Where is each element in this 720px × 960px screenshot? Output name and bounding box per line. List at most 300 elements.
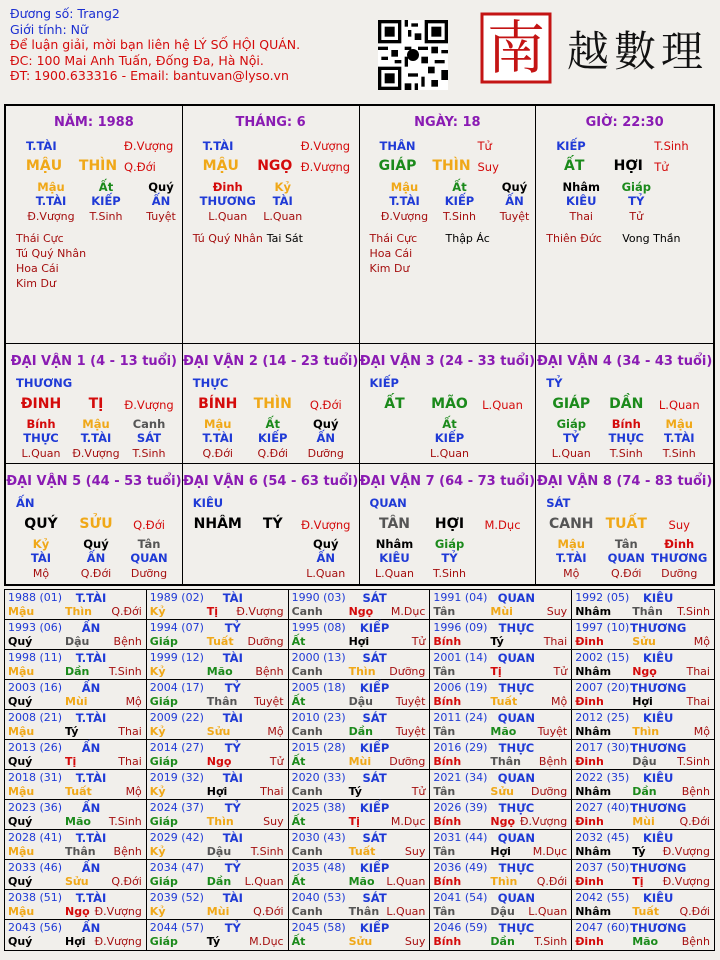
pillar-title: NĂM: 1988 xyxy=(53,115,134,130)
svg-text:越: 越 xyxy=(566,27,610,76)
dai-van-star: KIẾP xyxy=(369,376,399,390)
pillar-star: T.TÀI xyxy=(202,139,234,153)
year-cell[interactable] xyxy=(572,590,714,619)
year-state: Thai xyxy=(118,725,142,738)
year-star: THỰC xyxy=(498,921,535,935)
year-state: Q.Đới xyxy=(536,875,568,888)
year-cell[interactable] xyxy=(289,830,431,859)
year-cell[interactable] xyxy=(572,830,714,859)
year-star: THƯƠNG xyxy=(630,921,687,935)
year-state: Tử xyxy=(411,635,426,648)
year-label: 1989 (02) xyxy=(149,591,204,604)
year-cell[interactable] xyxy=(572,890,714,919)
shensha-left: Tú Quý Nhân xyxy=(192,232,263,245)
year-label: 1993 (06) xyxy=(8,621,63,634)
shensha-left: Hoa Cái xyxy=(16,262,59,275)
dai-van-state: Q.Đới xyxy=(133,518,165,532)
dai-van-title: ĐẠI VẬN 3 (24 - 33 tuổi) xyxy=(359,354,536,369)
dai-van-state: Đ.Vượng xyxy=(124,398,174,412)
year-label: 1992 (05) xyxy=(575,591,630,604)
year-cell[interactable] xyxy=(430,860,572,889)
hidden-state: L.Quan xyxy=(375,567,414,580)
year-chi: Ngọ xyxy=(206,755,232,768)
hidden-can: Ất xyxy=(265,417,280,431)
hidden-star: TỶ xyxy=(628,194,645,208)
year-label: 2000 (13) xyxy=(291,651,346,664)
year-state: Dưỡng xyxy=(389,755,426,768)
year-chi: Ngọ xyxy=(65,905,90,918)
dai-van-cell xyxy=(360,464,537,584)
year-state: T.Sinh xyxy=(677,605,710,618)
year-state: Mộ xyxy=(267,725,284,738)
year-state: L.Quan xyxy=(386,875,426,888)
year-star: QUAN xyxy=(497,891,536,905)
year-state: Dưỡng xyxy=(531,785,568,798)
pillar-cell xyxy=(183,106,360,344)
svg-text:理: 理 xyxy=(660,27,704,76)
dai-van-can: BÍNH xyxy=(198,396,238,412)
year-can: Kỷ xyxy=(149,845,166,858)
year-can: Mậu xyxy=(8,725,35,738)
year-can: Giáp xyxy=(149,815,178,828)
year-row xyxy=(5,650,714,680)
shensha-left: Kim Dư xyxy=(16,277,56,290)
year-label: 1995 (08) xyxy=(291,621,346,634)
year-row xyxy=(5,620,714,650)
hidden-star: TỶ xyxy=(441,551,458,565)
year-chi: Tý xyxy=(206,935,221,948)
dai-van-star: SÁT xyxy=(546,496,571,510)
year-grid xyxy=(4,589,715,951)
year-state: L.Quan xyxy=(528,905,568,918)
year-cell[interactable] xyxy=(289,740,431,769)
year-can: Giáp xyxy=(149,635,178,648)
hidden-can: Bính xyxy=(611,417,641,431)
shensha-left: Thiên Đức xyxy=(546,232,602,245)
year-chi: Ngọ xyxy=(348,605,374,618)
hidden-star: T.TÀI xyxy=(80,431,112,445)
pillar-star: KIẾP xyxy=(556,139,586,153)
year-star: THƯƠNG xyxy=(630,861,687,875)
year-chi: Mão xyxy=(348,875,375,888)
year-cell[interactable] xyxy=(572,620,714,649)
year-cell[interactable] xyxy=(5,770,147,799)
year-can: Nhâm xyxy=(575,725,612,738)
year-cell[interactable] xyxy=(430,770,572,799)
year-cell[interactable] xyxy=(430,590,572,619)
hidden-can: Ất xyxy=(442,417,457,431)
year-state: Thai xyxy=(260,785,284,798)
pillar-chi: THÌN xyxy=(78,158,118,174)
year-label: 2027 (40) xyxy=(575,801,630,814)
year-star: KIÊU xyxy=(642,891,674,905)
year-cell[interactable] xyxy=(430,650,572,679)
hidden-state: T.Sinh xyxy=(89,210,123,223)
year-can: Tân xyxy=(433,905,456,918)
year-chi: Thân xyxy=(65,845,96,858)
year-chi: Mão xyxy=(490,725,517,738)
hidden-star: KIÊU xyxy=(566,194,597,208)
year-chi: Tuất xyxy=(206,635,234,648)
year-label: 2042 (55) xyxy=(575,891,630,904)
year-cell[interactable] xyxy=(5,740,147,769)
year-chi: Dần xyxy=(632,785,657,798)
year-cell[interactable] xyxy=(430,710,572,739)
year-state: Bệnh xyxy=(538,755,568,768)
hidden-can: Đinh xyxy=(212,180,243,194)
shensha-left: Thái Cực xyxy=(369,232,418,245)
year-state: Mộ xyxy=(125,695,142,708)
hidden-star: TÀI xyxy=(30,551,52,565)
year-label: 2044 (57) xyxy=(149,921,204,934)
year-label: 2011 (24) xyxy=(433,711,488,724)
hidden-state: L.Quan xyxy=(306,567,346,580)
year-cell[interactable] xyxy=(147,800,289,829)
year-cell[interactable] xyxy=(289,860,431,889)
year-state: Suy xyxy=(546,605,568,618)
year-chi: Ngọ xyxy=(632,665,657,678)
dai-van-chi: MÃO xyxy=(431,396,468,412)
year-chi: Hợi xyxy=(206,785,228,798)
dai-van-star: ẤN xyxy=(16,496,35,510)
hidden-star: T.TÀI xyxy=(555,551,587,565)
year-cell[interactable] xyxy=(572,740,714,769)
hidden-can: Canh xyxy=(132,417,166,431)
year-cell[interactable] xyxy=(5,590,147,619)
year-cell[interactable] xyxy=(5,890,147,919)
dai-van-title: ĐẠI VẬN 1 (4 - 13 tuổi) xyxy=(10,354,177,369)
dai-van-state: M.Dục xyxy=(484,518,521,532)
year-state: Suy xyxy=(263,815,284,828)
hidden-state: Đ.Vượng xyxy=(27,210,75,223)
hidden-star: KIẾP xyxy=(91,194,121,208)
pillar-can: ẤT xyxy=(564,158,585,174)
year-label: 2038 (51) xyxy=(8,891,63,904)
year-row xyxy=(5,860,714,890)
year-cell[interactable] xyxy=(572,800,714,829)
year-state: Dưỡng xyxy=(247,635,284,648)
year-state: Thai xyxy=(118,755,142,768)
pillar-cell xyxy=(536,106,713,344)
year-chi: Dần xyxy=(348,725,373,738)
hidden-can: Tân xyxy=(614,537,638,551)
year-can: Đinh xyxy=(575,935,604,948)
year-can: Mậu xyxy=(8,605,35,618)
hidden-can: Mậu xyxy=(557,537,585,551)
hidden-star: T.TÀI xyxy=(663,431,695,445)
dai-van-can: NHÂM xyxy=(193,516,242,532)
year-label: 1999 (12) xyxy=(149,651,204,664)
year-cell[interactable] xyxy=(5,830,147,859)
year-label: 2032 (45) xyxy=(575,831,630,844)
year-label: 2021 (34) xyxy=(433,771,488,784)
year-state: M.Dục xyxy=(249,935,284,948)
year-cell[interactable] xyxy=(147,710,289,739)
hidden-state: Dưỡng xyxy=(661,567,698,580)
hidden-star: THỰC xyxy=(608,431,645,445)
hidden-star: KIẾP xyxy=(434,431,465,445)
hidden-can: Đinh xyxy=(664,537,695,551)
year-cell[interactable] xyxy=(430,800,572,829)
svg-text:南: 南 xyxy=(486,14,546,82)
year-state: Mộ xyxy=(125,785,142,798)
hidden-star: ẤN xyxy=(151,194,171,208)
year-label: 1990 (03) xyxy=(291,591,346,604)
year-can: Nhâm xyxy=(575,845,612,858)
year-can: Quý xyxy=(8,755,33,768)
hidden-can: Quý xyxy=(83,537,109,551)
year-state: Mộ xyxy=(693,635,710,648)
hidden-star: THỰC xyxy=(23,431,59,445)
qr-code-icon[interactable] xyxy=(378,20,448,90)
year-star: ẤN xyxy=(81,801,101,815)
year-chi: Thìn xyxy=(65,605,92,618)
year-cell[interactable] xyxy=(147,740,289,769)
dai-van-chi: TỊ xyxy=(88,396,104,412)
year-star: TÀI xyxy=(222,711,243,725)
year-cell[interactable] xyxy=(147,920,289,950)
year-star: TỶ xyxy=(224,861,241,875)
year-cell[interactable] xyxy=(5,920,147,950)
hidden-state: L.Quan xyxy=(21,447,61,460)
year-cell[interactable] xyxy=(289,590,431,619)
year-can: Quý xyxy=(8,815,33,828)
year-star: TỶ xyxy=(224,741,241,755)
year-cell[interactable] xyxy=(289,620,431,649)
year-cell[interactable] xyxy=(572,710,714,739)
dai-van-cell xyxy=(6,464,183,584)
dai-van-cell xyxy=(536,344,713,464)
year-cell[interactable] xyxy=(430,680,572,709)
hidden-star: QUAN xyxy=(130,551,168,565)
year-chi: Tuất xyxy=(348,845,376,858)
year-row xyxy=(5,590,714,620)
year-chi: Mùi xyxy=(65,695,88,708)
shensha-left: Hoa Cái xyxy=(369,247,413,260)
year-can: Mậu xyxy=(8,845,35,858)
dai-van-state: L.Quan xyxy=(482,398,523,412)
year-chi: Mùi xyxy=(632,815,655,828)
year-can: Tân xyxy=(433,785,456,798)
pillar-chi: HỢI xyxy=(613,158,643,174)
year-label: 2036 (49) xyxy=(433,861,488,874)
year-cell[interactable] xyxy=(5,800,147,829)
year-chi: Sửu xyxy=(632,635,656,648)
year-can: Mậu xyxy=(8,665,35,678)
year-chi: Tý xyxy=(348,785,362,798)
year-star: TỶ xyxy=(224,921,241,935)
year-label: 2026 (39) xyxy=(433,801,488,814)
dai-van-title: ĐẠI VẬN 2 (14 - 23 tuổi) xyxy=(182,354,359,369)
year-cell[interactable] xyxy=(430,740,572,769)
year-state: Bệnh xyxy=(113,845,142,858)
year-cell[interactable] xyxy=(289,680,431,709)
year-star: KIẾP xyxy=(359,681,390,695)
year-chi: Mùi xyxy=(206,905,230,918)
year-star: THƯƠNG xyxy=(630,681,687,695)
year-chi: Hợi xyxy=(348,635,370,648)
year-row xyxy=(5,830,714,860)
year-can: Tân xyxy=(433,725,456,738)
year-state: Q.Đới xyxy=(111,875,142,888)
pillar-cell xyxy=(6,106,183,344)
year-cell[interactable] xyxy=(289,920,431,950)
year-can: Nhâm xyxy=(575,785,612,798)
dai-van-title: ĐẠI VẬN 4 (34 - 43 tuổi) xyxy=(536,354,713,369)
pillar-title: THÁNG: 6 xyxy=(235,115,306,130)
year-can: Đinh xyxy=(575,755,604,768)
year-cell[interactable] xyxy=(572,650,714,679)
year-cell[interactable] xyxy=(430,830,572,859)
hidden-state: Mộ xyxy=(563,567,580,580)
dai-van-state: L.Quan xyxy=(658,398,700,412)
year-star: QUAN xyxy=(497,651,536,665)
year-cell[interactable] xyxy=(572,680,714,709)
year-cell[interactable] xyxy=(289,650,431,679)
pillar-cell xyxy=(360,106,537,344)
hidden-star: KIẾP xyxy=(444,194,475,208)
year-star: TÀI xyxy=(222,591,243,605)
year-cell[interactable] xyxy=(289,710,431,739)
year-can: Mậu xyxy=(8,905,35,918)
year-label: 1997 (10) xyxy=(575,621,630,634)
year-state: Tuyệt xyxy=(253,695,284,708)
bazi-grid xyxy=(4,104,715,586)
year-star: TÀI xyxy=(222,771,243,785)
contact-line-2: ĐC: 100 Mai Anh Tuấn, Đống Đa, Hà Nội. xyxy=(10,52,264,68)
year-state: Suy xyxy=(404,845,426,858)
year-star: T.TÀI xyxy=(75,651,107,665)
year-chi: Sửu xyxy=(490,785,514,798)
year-label: 2010 (23) xyxy=(291,711,346,724)
hidden-star: T.TÀI xyxy=(202,431,234,445)
year-label: 2024 (37) xyxy=(149,801,204,814)
year-cell[interactable] xyxy=(430,920,572,950)
year-label: 1988 (01) xyxy=(8,591,63,604)
year-state: Mộ xyxy=(693,725,710,738)
year-star: SÁT xyxy=(362,591,387,605)
year-star: THỰC xyxy=(498,861,535,875)
year-label: 2025 (38) xyxy=(291,801,346,814)
year-chi: Thân xyxy=(348,905,380,918)
year-star: THỰC xyxy=(498,741,535,755)
year-can: Quý xyxy=(8,935,33,948)
year-star: SÁT xyxy=(362,711,387,725)
hidden-can: Bính xyxy=(26,417,56,431)
hidden-star: THƯƠNG xyxy=(199,194,256,208)
year-cell[interactable] xyxy=(5,710,147,739)
dai-van-star: KIÊU xyxy=(192,496,224,510)
year-row xyxy=(5,680,714,710)
year-label: 2045 (58) xyxy=(291,921,346,934)
year-cell[interactable] xyxy=(147,680,289,709)
year-label: 2020 (33) xyxy=(291,771,346,784)
hidden-star: ẤN xyxy=(505,194,524,208)
year-chi: Tị xyxy=(206,605,219,618)
year-chi: Tị xyxy=(632,875,644,888)
hidden-star: ẤN xyxy=(316,551,336,565)
year-cell[interactable] xyxy=(572,860,714,889)
hidden-can: Mậu xyxy=(37,180,65,194)
hidden-state: L.Quan xyxy=(263,210,303,223)
year-star: THƯƠNG xyxy=(630,741,687,755)
year-cell[interactable] xyxy=(147,590,289,619)
pillar-chi: NGỌ xyxy=(257,158,293,174)
year-state: Tuyệt xyxy=(395,695,426,708)
year-cell[interactable] xyxy=(430,620,572,649)
year-cell[interactable] xyxy=(5,860,147,889)
year-cell[interactable] xyxy=(289,770,431,799)
year-label: 2040 (53) xyxy=(291,891,346,904)
year-can: Đinh xyxy=(575,635,604,648)
hidden-star: TỶ xyxy=(563,431,580,445)
year-cell[interactable] xyxy=(147,770,289,799)
hidden-star: THƯƠNG xyxy=(651,551,708,565)
year-star: T.TÀI xyxy=(75,891,107,905)
year-label: 2016 (29) xyxy=(433,741,488,754)
year-star: T.TÀI xyxy=(75,591,107,605)
year-can: Bính xyxy=(433,935,462,948)
year-chi: Mùi xyxy=(348,755,372,768)
year-cell[interactable] xyxy=(572,920,714,950)
year-can: Bính xyxy=(433,635,462,648)
year-chi: Thìn xyxy=(206,815,234,828)
year-cell[interactable] xyxy=(147,650,289,679)
pillar-star: THÂN xyxy=(379,139,416,153)
year-label: 1998 (11) xyxy=(8,651,63,664)
year-can: Ất xyxy=(291,755,306,768)
year-state: Thai xyxy=(686,695,710,708)
year-can: Quý xyxy=(8,635,33,648)
year-cell[interactable] xyxy=(5,680,147,709)
year-chi: Thân xyxy=(490,755,521,768)
year-cell[interactable] xyxy=(289,890,431,919)
year-cell[interactable] xyxy=(572,770,714,799)
hidden-can: Kỷ xyxy=(274,180,291,194)
year-chi: Dậu xyxy=(65,635,90,648)
year-label: 1994 (07) xyxy=(149,621,204,634)
year-cell[interactable] xyxy=(5,620,147,649)
hidden-star: T.TÀI xyxy=(389,194,420,208)
year-cell[interactable] xyxy=(147,890,289,919)
year-cell[interactable] xyxy=(430,890,572,919)
dai-van-cell xyxy=(536,464,713,584)
year-cell[interactable] xyxy=(5,650,147,679)
year-label: 1996 (09) xyxy=(433,621,488,634)
year-label: 2047 (60) xyxy=(575,921,630,934)
year-cell[interactable] xyxy=(147,620,289,649)
year-state: L.Quan xyxy=(244,875,284,888)
year-chi: Thìn xyxy=(632,725,660,738)
year-star: SÁT xyxy=(362,651,387,665)
year-cell[interactable] xyxy=(289,800,431,829)
year-cell[interactable] xyxy=(147,830,289,859)
year-chi: Mão xyxy=(65,815,91,828)
hidden-can: Kỷ xyxy=(32,537,50,551)
year-label: 2008 (21) xyxy=(8,711,63,724)
hidden-star: ẤN xyxy=(86,551,106,565)
hidden-state: T.Sinh xyxy=(609,447,643,460)
dai-van-star: QUAN xyxy=(369,496,407,510)
hidden-can: Giáp xyxy=(621,180,651,194)
year-state: Đ.Vượng xyxy=(662,845,710,858)
year-cell[interactable] xyxy=(147,860,289,889)
dai-van-chi: HỢI xyxy=(434,516,465,532)
year-chi: Dần xyxy=(206,875,232,888)
year-can: Nhâm xyxy=(575,665,612,678)
dai-van-can: TÂN xyxy=(378,516,411,532)
year-label: 2034 (47) xyxy=(149,861,204,874)
